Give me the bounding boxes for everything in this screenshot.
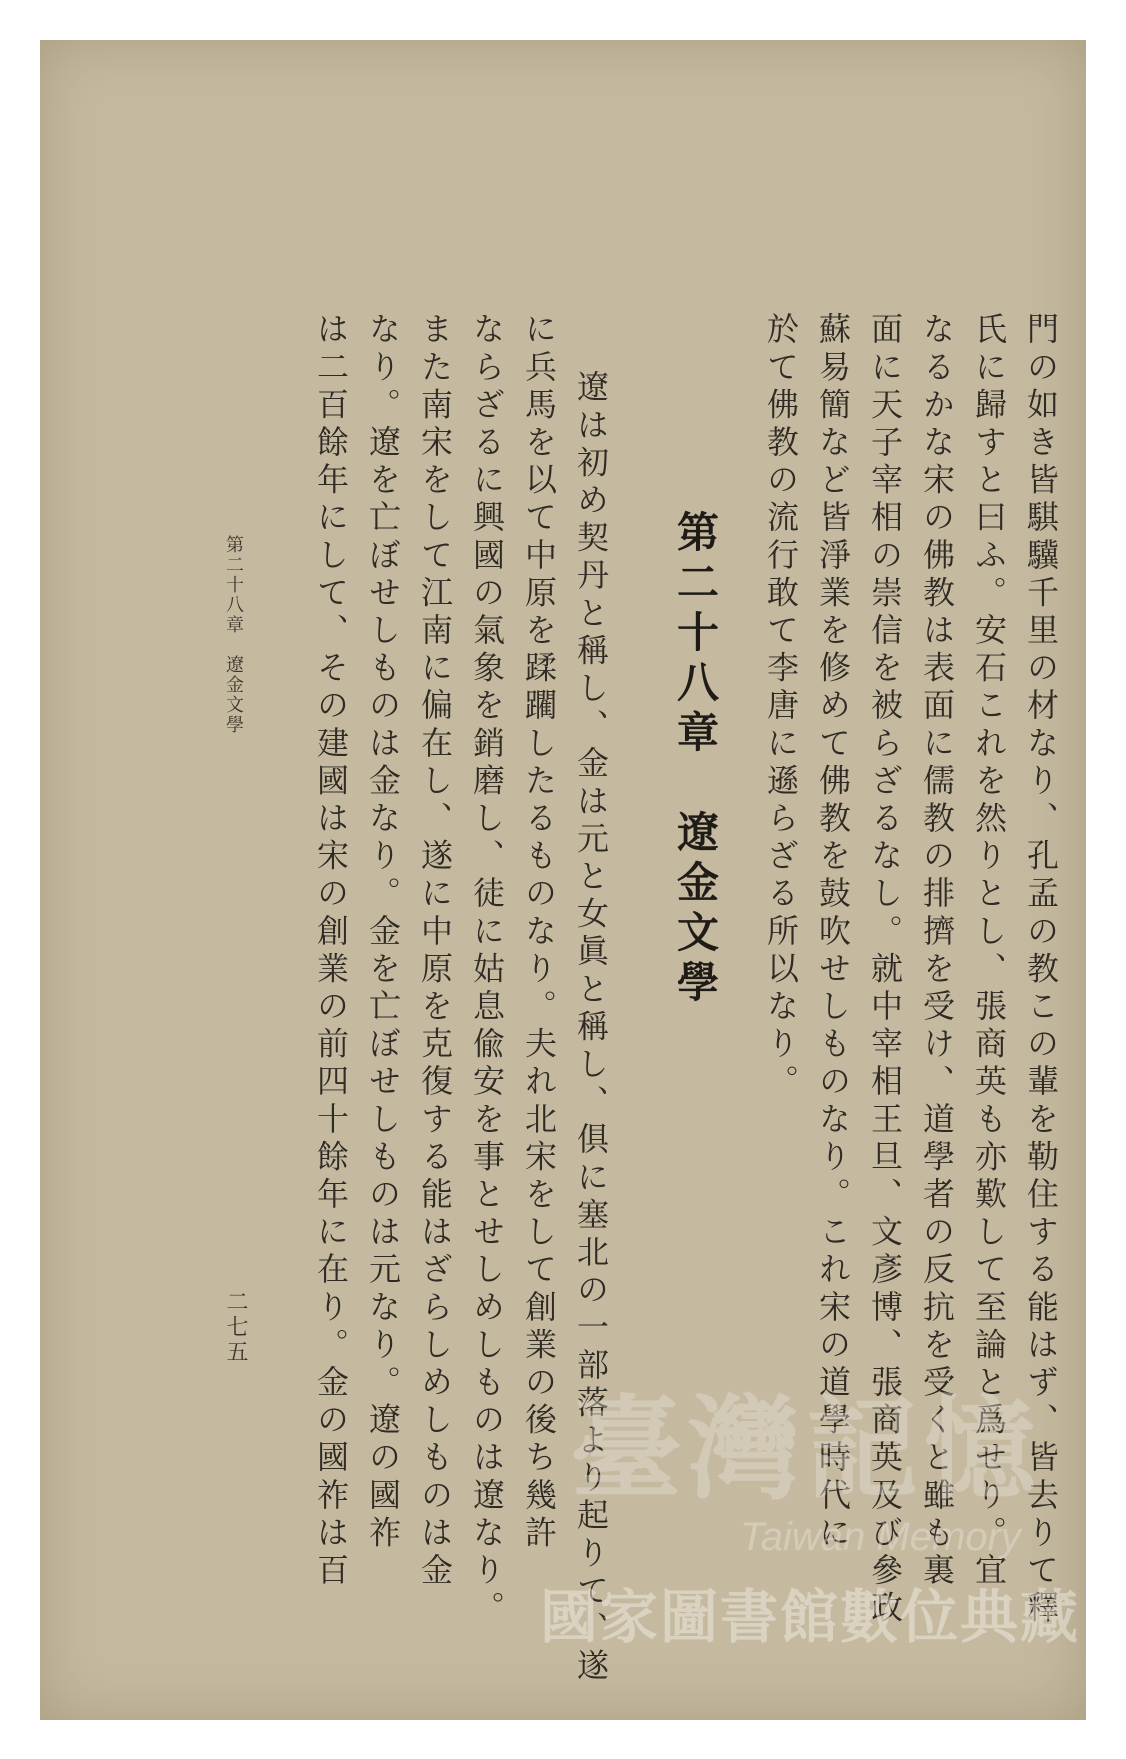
book-page bbox=[40, 40, 1086, 1720]
text-column: 門の如き皆騏驥千里の材なり、孔孟の教この輩を勒住する能はず、皆去りて釋 bbox=[1022, 312, 1060, 1628]
page-number: 二七五 bbox=[223, 1290, 248, 1365]
text-column: ならざるに興國の氣象を銷磨し、徒に姑息偸安を事とせしめしものは遼なり。 bbox=[468, 312, 506, 1628]
text-column: なるかな宋の佛教は表面に儒教の排擠を受け、道學者の反抗を受くと雖も裏 bbox=[918, 312, 956, 1591]
watermark-institution: 國家圖書館數位典藏 bbox=[540, 1585, 1081, 1650]
text-column: 氏に歸すと曰ふ。安石これを然りとし、張商英も亦歎して至論と爲せり。宜 bbox=[970, 312, 1008, 1591]
text-column: なり。遼を亡ぼせしものは金なり。金を亡ぼせしものは元なり。遼の國祚 bbox=[364, 312, 402, 1553]
text-column: は二百餘年にして、その建國は宋の創業の前四十餘年に在り。金の國祚は百 bbox=[312, 312, 350, 1591]
text-column: 面に天子宰相の崇信を被らざるなし。就中宰相王旦、文彥博、張商英及び參政 bbox=[866, 312, 904, 1628]
chapter-heading: 第二十八章 遼金文學 bbox=[671, 510, 720, 1010]
text-column: 蘇易簡など皆淨業を修めて佛教を鼓吹せしものなり。これ宋の道學時代に bbox=[814, 312, 852, 1553]
running-header: 第二十八章 遼金文學 bbox=[223, 535, 244, 735]
text-column: に兵馬を以て中原を蹂躙したるものなり。夫れ北宋をして創業の後ち幾許 bbox=[520, 312, 558, 1553]
text-column: また南宋をして江南に偏在し、遂に中原を克復する能はざらしめしものは金 bbox=[416, 312, 454, 1591]
text-column: 於て佛教の流行敢て李唐に遜らざる所以なり。 bbox=[762, 312, 800, 1102]
watermark-latin: Taiwan Memory bbox=[740, 1515, 1021, 1559]
text-column: 遼は初め契丹と稱し、金は元と女眞と稱し、俱に塞北の一部落より起りて、遂 bbox=[572, 370, 610, 1686]
watermark-logo: 臺灣記憶 bbox=[570, 1387, 1042, 1512]
